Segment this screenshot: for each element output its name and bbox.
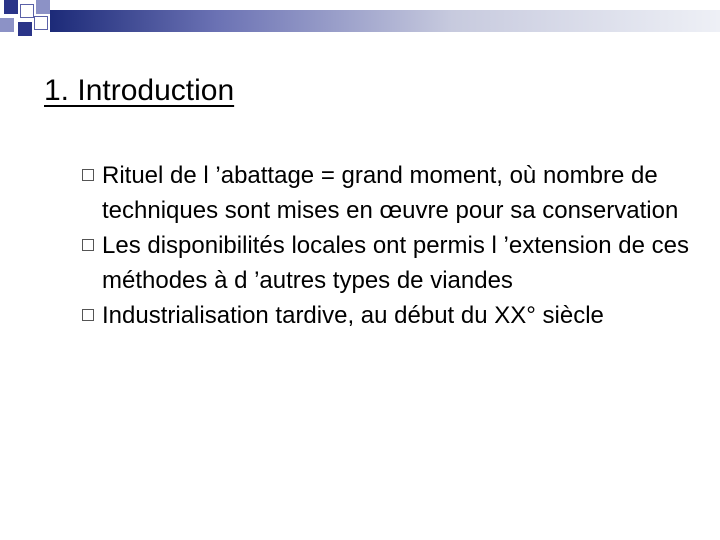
header-gradient-bar — [50, 10, 720, 32]
bullet-item — [82, 158, 702, 228]
decor-square — [0, 18, 14, 32]
checkbox-bullet-icon — [82, 239, 94, 251]
bullet-list — [82, 158, 702, 333]
checkbox-bullet-icon — [82, 309, 94, 321]
bullet-text: Les disponibilités locales ont permis l ’extension de ces méthodes à d ’autres types de viandes — [102, 232, 689, 294]
slide-title: 1. Introduction — [44, 74, 235, 107]
bullet-text: Rituel de l ’abattage = grand moment, où nombre de techniques sont mises en œuvre pour sa conservation — [102, 162, 679, 224]
bullet-item — [82, 298, 702, 333]
bullet-item — [82, 228, 702, 298]
decor-square — [4, 0, 18, 14]
bullet-text: Industrialisation tardive, au début du XX° siècle — [102, 302, 604, 329]
checkbox-bullet-icon — [82, 169, 94, 181]
decor-square — [20, 4, 34, 18]
decor-square — [18, 22, 32, 36]
decor-square — [36, 0, 50, 14]
decor-square — [34, 16, 48, 30]
